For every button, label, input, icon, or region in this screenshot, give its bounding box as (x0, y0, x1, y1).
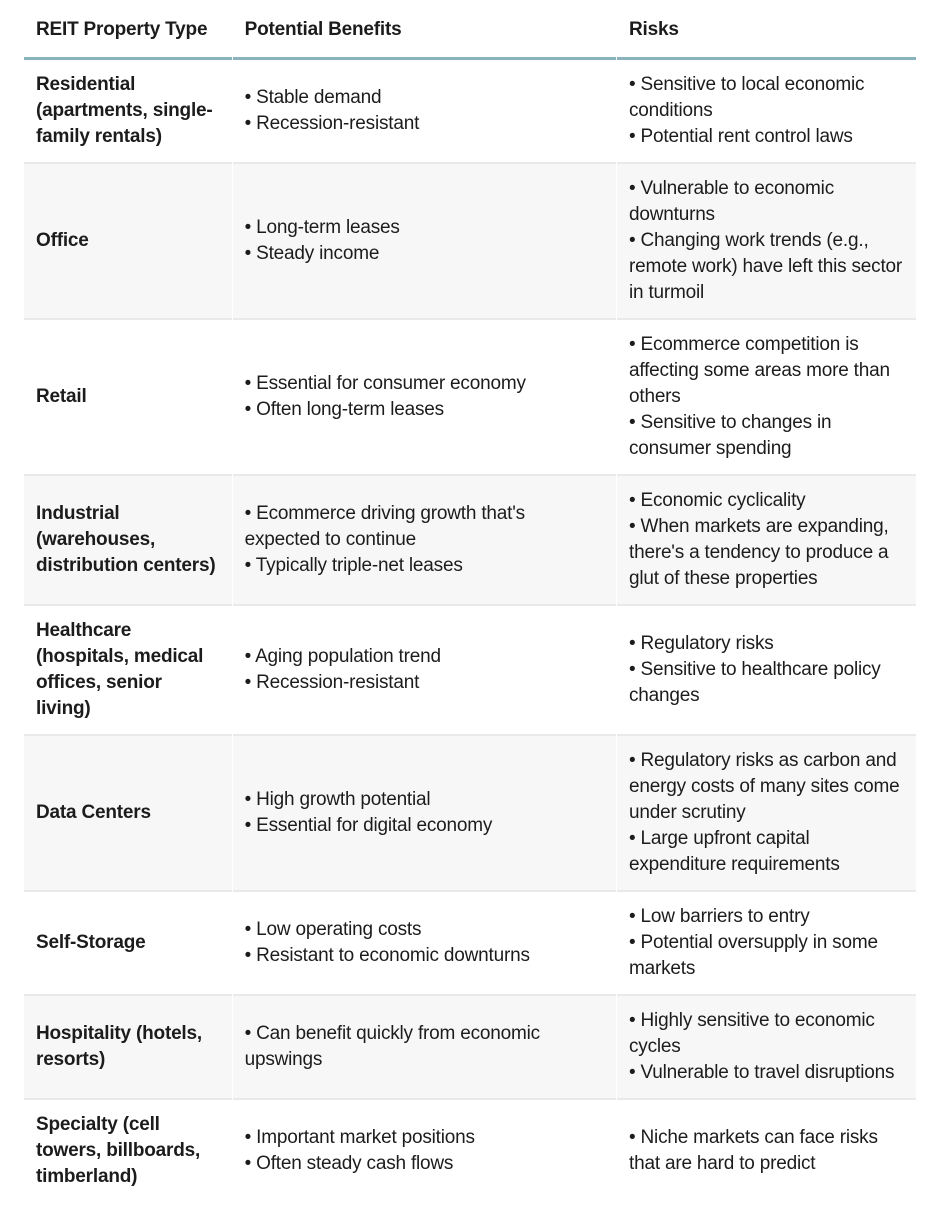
risk-item: • Ecommerce competition is affecting some areas more than others (629, 334, 890, 407)
property-type-cell: Retail (24, 320, 232, 476)
table-row (24, 164, 916, 320)
risks-cell (617, 736, 916, 892)
risk-item: • Regulatory risks as carbon and energy costs of many sites come under scrutiny (629, 750, 900, 823)
benefit-item: • Long-term leases (244, 217, 400, 238)
benefits-cell (233, 164, 616, 320)
risk-item: • Sensitive to local economic conditions (629, 74, 865, 121)
risks-cell (617, 476, 916, 606)
risk-item: • Changing work trends (e.g., remote work) have left this sector in turmoil (629, 230, 903, 303)
risks-cell (617, 892, 916, 996)
benefit-item: • Resistant to economic downturns (244, 945, 530, 966)
benefit-item: • Important market positions (244, 1127, 475, 1148)
risks-cell (617, 606, 916, 736)
benefit-item: • Low operating costs (244, 919, 422, 940)
benefits-cell (233, 1100, 616, 1202)
risk-item: • Regulatory risks (629, 633, 774, 654)
risk-item: • Potential oversupply in some markets (629, 932, 878, 979)
risk-item: • Economic cyclicality (629, 490, 806, 511)
benefit-item: • Typically triple-net leases (244, 555, 463, 576)
benefit-item: • Essential for consumer economy (244, 373, 526, 394)
risk-item: • Niche markets can face risks that are hard to predict (629, 1127, 878, 1174)
table-row (24, 736, 916, 892)
property-type-cell: Self-Storage (24, 892, 232, 996)
benefit-item: • Ecommerce driving growth that's expected to continue (244, 503, 525, 550)
table-row (24, 892, 916, 996)
table-row (24, 476, 916, 606)
risk-item: • Vulnerable to travel disruptions (629, 1062, 895, 1083)
risk-item: • When markets are expanding, there's a tendency to produce a glut of these properties (629, 516, 889, 589)
risk-item: • Low barriers to entry (629, 906, 810, 927)
table-row (24, 1100, 916, 1202)
reit-comparison-table (23, 0, 917, 1202)
risks-cell (617, 996, 916, 1100)
risk-item: • Sensitive to changes in consumer spending (629, 412, 832, 459)
risk-item: • Highly sensitive to economic cycles (629, 1010, 875, 1057)
benefits-cell (233, 736, 616, 892)
benefit-item: • Often steady cash flows (244, 1153, 454, 1174)
risks-cell (617, 1100, 916, 1202)
benefit-item: • Recession-resistant (244, 672, 420, 693)
benefits-cell (233, 476, 616, 606)
risk-item: • Potential rent control laws (629, 126, 853, 147)
property-type-cell: Hospitality (hotels, resorts) (24, 996, 232, 1100)
benefit-item: • Aging population trend (244, 646, 441, 667)
benefit-item: • Essential for digital economy (244, 815, 493, 836)
property-type-cell: Office (24, 164, 232, 320)
table-row (24, 320, 916, 476)
benefit-item: • Often long-term leases (244, 399, 444, 420)
benefits-cell (233, 60, 616, 164)
header-row (24, 0, 916, 60)
property-type-cell: Industrial (warehouses, distribution centers) (24, 476, 232, 606)
benefit-item: • High growth potential (244, 789, 431, 810)
risk-item: • Vulnerable to economic downturns (629, 178, 834, 225)
property-type-cell: Healthcare (hospitals, medical offices, senior living) (24, 606, 232, 736)
risk-item: • Sensitive to healthcare policy changes (629, 659, 881, 706)
table-row (24, 996, 916, 1100)
risk-item: • Large upfront capital expenditure requirements (629, 828, 840, 875)
benefits-cell (233, 996, 616, 1100)
benefits-cell (233, 892, 616, 996)
header-risks: Risks (617, 0, 916, 60)
risks-cell (617, 60, 916, 164)
table-row (24, 60, 916, 164)
header-potential-benefits: Potential Benefits (233, 0, 616, 60)
benefits-cell (233, 320, 616, 476)
benefits-cell (233, 606, 616, 736)
benefit-item: • Can benefit quickly from economic upswings (244, 1023, 540, 1070)
benefit-item: • Steady income (244, 243, 380, 264)
property-type-cell: Data Centers (24, 736, 232, 892)
benefit-item: • Recession-resistant (244, 113, 420, 134)
property-type-cell: Specialty (cell towers, billboards, timberland) (36, 1114, 201, 1187)
risks-cell (617, 320, 916, 476)
benefit-item: • Stable demand (244, 87, 382, 108)
header-property-type: REIT Property Type (24, 0, 232, 60)
table-row (24, 606, 916, 736)
property-type-cell: Residential (apartments, single-family rentals) (24, 60, 232, 164)
risks-cell (617, 164, 916, 320)
